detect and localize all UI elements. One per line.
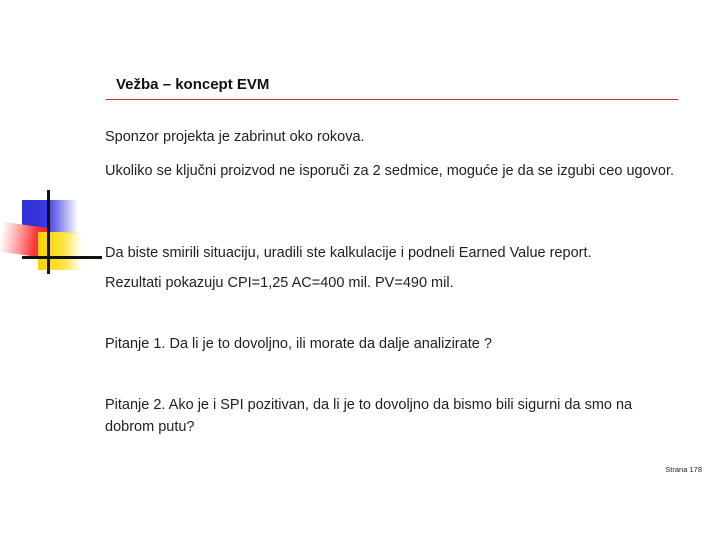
paragraph-delivery-risk: Ukoliko se ključni proizvod ne isporuči za 2 sedmice, moguće je da se izgubi ceo ugovor. [105,163,675,179]
logo-yellow-block [38,232,82,270]
title-underline [106,99,678,100]
paragraph-ev-report: Da biste smirili situaciju, uradili ste kalkulacije i podneli Earned Value report. [105,245,592,261]
logo-vertical-line [47,190,50,274]
paragraph-sponsor-concern: Sponzor projekta je zabrinut oko rokova. [105,129,365,145]
slide-title: Vežba – koncept EVM [116,76,270,93]
paragraph-question-2: Pitanje 2. Ako je i SPI pozitivan, da li je to dovoljno da bismo bili sigurni da smo na dobrom putu? [105,397,633,435]
page-number: Strana 178 [665,465,702,474]
logo-horizontal-line [22,256,102,259]
paragraph-question-1: Pitanje 1. Da li je to dovoljno, ili morate da dalje analizirate ? [105,336,492,352]
paragraph-results: Rezultati pokazuju CPI=1,25 AC=400 mil. PV=490 mil. [105,275,454,291]
